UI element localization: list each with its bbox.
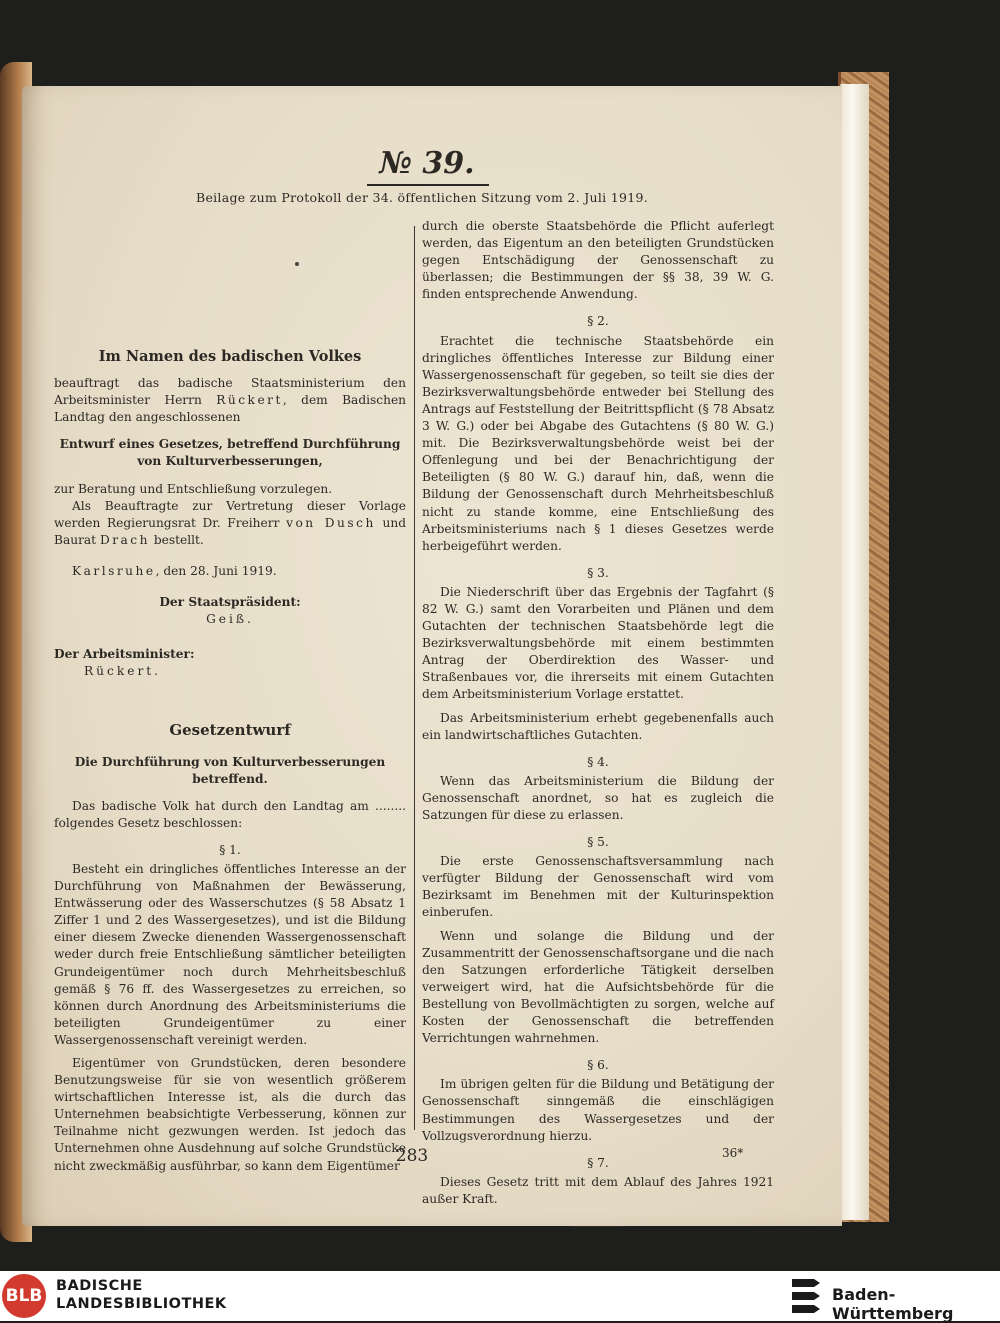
signature-president-name: Geiß. [206, 612, 254, 627]
signature-president-title: Der Staatspräsident: [159, 595, 301, 610]
law-subheading: Die Durchführung von Kulturverbesserungen betreffend. [74, 754, 386, 786]
rep-text-1: Als Beauftragte zur Vertretung dieser Vorlage werden Regierungsrat Dr. Freiherr [54, 498, 406, 530]
column-divider [414, 226, 415, 1130]
place-date [54, 563, 406, 580]
document-number-title: № 39. [379, 146, 475, 181]
section-4-paragraph: Wenn das Arbeitsministerium die Bildung der Genossenschaft anordnet, so hat es zugleich die Satzungen für diese zu erlassen. [422, 773, 774, 822]
sheet-number: 36* [722, 1146, 744, 1160]
enactment-clause: Das badische Volk hat durch den Landtag am ........ folgendes Gesetz beschlossen: [54, 798, 406, 830]
section-2-title: § 2. [587, 314, 609, 329]
blb-logo[interactable]: BLB [2, 1274, 46, 1318]
signature-minister-name: Rückert. [84, 664, 162, 679]
document-page [22, 86, 842, 1226]
page-edge [840, 84, 869, 1220]
section-5-title: § 5. [587, 835, 609, 850]
state-name[interactable]: Baden-Württemberg [832, 1285, 954, 1323]
section-1-title: § 1. [219, 842, 241, 857]
section-1-paragraph-2: Eigentümer von Grundstücken, deren besondere Benutzungsweise für sie von wesentlich größerem wirtschaftlichen Interesse ist, als die durch das Unternehmen beabsichtigte Verbesserung, können zur Teilnahme nicht gezwungen werden. Ist jedoch das Unternehmen ohne Ausdehnung auf solche Grundstücke nicht zweckmäßig ausführbar, so kann dem Eigentümer [54, 1056, 406, 1173]
supplement-line: Beilage zum Protokoll der 34. öffentlichen Sitzung vom 2. Juli 1919. [195, 190, 649, 205]
rep-name-dusch: von Dusch [286, 515, 376, 530]
end-rule [571, 1226, 625, 1227]
left-column [54, 348, 406, 1175]
section-2-paragraph: Erachtet die technische Staatsbehörde ein dringliches öffentliches Interesse zur Bildung einer Wassergenossenschaft für gegeben, so teilt sie dies der Bezirksverwaltungsbehörde entweder bei Stellung des Antrags auf Feststellung der Beitrittspflicht (§ 78 Absatz 3 W. G.) oder bei Abgabe des Gutachtens (§ 80 W. G.) mit. Die Bezirksverwaltungsbehörde weist bei der Offenlegung und bei der Benachrichtigung der Beteiligten (§ 80 W. G.) darauf hin, daß, wenn die Bildung der Genossenschaft durch Mehrheitsbeschluß nicht zu stande komme, eine Entschließung des Arbeitsministeriums nach § 1 dieses Gesetzes werde herbeigeführt werden. [422, 333, 774, 553]
date-text: , den 28. Juni 1919. [155, 563, 277, 578]
page-number: 283 [395, 1146, 429, 1166]
section-6-title: § 6. [587, 1058, 609, 1073]
intro-text-2: , dem Badischen Landtag den angeschlossenen [54, 393, 407, 425]
three-lions-icon[interactable] [790, 1275, 822, 1317]
section-5-paragraph-1: Die erste Genossenschaftsversammlung nach verfügter Bildung der Genossenschaft wird vom Bezirksamt im Benehmen mit der Kulturinspektion einberufen. [422, 854, 774, 920]
section-3-paragraph-1: Die Niederschrift über das Ergebnis der Tagfahrt (§ 82 W. G.) samt den Vorarbeiten und Plänen und dem Gutachten der technischen Staatsbehörde legt die Bezirksverwaltungsbehörde mit einem bestimmten Antrag der Oberdirektion des Wasser- und Straßenbaues vor, die ihrerseits mit einem Gutachten dem Arbeitsministerium Vorlage erstattet. [422, 584, 774, 702]
signature-minister-title: Der Arbeitsminister: [54, 647, 195, 662]
intro-text-1: beauftragt das badische Staatsministerium den Arbeitsminister Herrn [54, 376, 406, 408]
section-7-title: § 7. [587, 1155, 609, 1170]
heading-volk: Im Namen des badischen Volkes [98, 348, 362, 365]
rep-text-3: bestellt. [153, 532, 204, 547]
ink-dot [295, 262, 299, 266]
rep-text-2: und Baurat [54, 515, 407, 547]
section-7-paragraph: Dieses Gesetz tritt mit dem Ablauf des Jahres 1921 außer Kraft. [422, 1174, 774, 1206]
right-column [422, 218, 774, 1227]
intro-minister-name: Rückert [216, 393, 283, 408]
intro-paragraph [54, 375, 406, 426]
section-4-title: § 4. [587, 754, 609, 769]
section-3-title: § 3. [587, 565, 609, 580]
title-underline [367, 184, 489, 186]
section-1-continuation: durch die oberste Staatsbehörde die Pflicht auferlegt werden, das Eigentum an den beteiligten Grundstücken gegen Entschädigung der Genossenschaft zu überlassen; die Bestimmungen der §§ 38, 39 W. G. finden entsprechende Anwendung. [422, 219, 774, 302]
library-name-line-1: BADISCHE [56, 1278, 143, 1294]
rep-name-drach: Drach [99, 532, 150, 547]
library-name-line-2: LANDESBIBLIOTHEK [56, 1296, 227, 1312]
draft-title: Entwurf eines Gesetzes, betreffend Durchführung von Kulturverbesserungen, [59, 437, 401, 469]
section-1-paragraph-1: Besteht ein dringliches öffentliches Interesse an der Durchführung von Maßnahmen der Bewässerung, Entwässerung oder des Wasserschutzes (§ 58 Absatz 1 Ziffer 1 und 2 des Wassergesetzes), und ist die Bildung einer diesem Zwecke dienenden Wassergenossenschaft weder durch freie Entschließung sämtlicher beteiligten Grundeigentümer noch durch Mehrheitsbeschluß gemäß § 76 ff. des Wassergesetzes zu erreichen, so können durch Anordnung des Arbeitsministeriums die beteiligten Grundeigentümer zu einer Wassergenossenschaft vereinigt werden. [54, 861, 406, 1047]
law-heading: Gesetzentwurf [169, 721, 291, 740]
section-5-paragraph-2: Wenn und solange die Bildung und der Zusammentritt der Genossenschaftsorgane und die nach den Satzungen erforderliche Tätigkeit derselben verweigert wird, hat die Aufsichtsbehörde für die Bestellung von Bevollmächtigten zu sorgen, welche auf Kosten der Genossenschaft die betreffenden Verrichtungen wahrnehmen. [422, 928, 774, 1046]
footer-bar [0, 1271, 1000, 1321]
library-name[interactable] [56, 1277, 227, 1313]
section-6-paragraph: Im übrigen gelten für die Bildung und Betätigung der Genossenschaft sinngemäß die einschlägigen Bestimmungen des Wassergesetzes und der Vollzugsverordnung hierzu. [422, 1077, 774, 1143]
place-name: Karlsruhe [72, 563, 156, 578]
section-3-paragraph-2: Das Arbeitsministerium erhebt gegebenenfalls auch ein landwirtschaftliches Gutachten. [422, 710, 774, 742]
intro-closing: zur Beratung und Entschließung vorzulegen. [54, 481, 333, 496]
representatives-paragraph [54, 498, 406, 549]
